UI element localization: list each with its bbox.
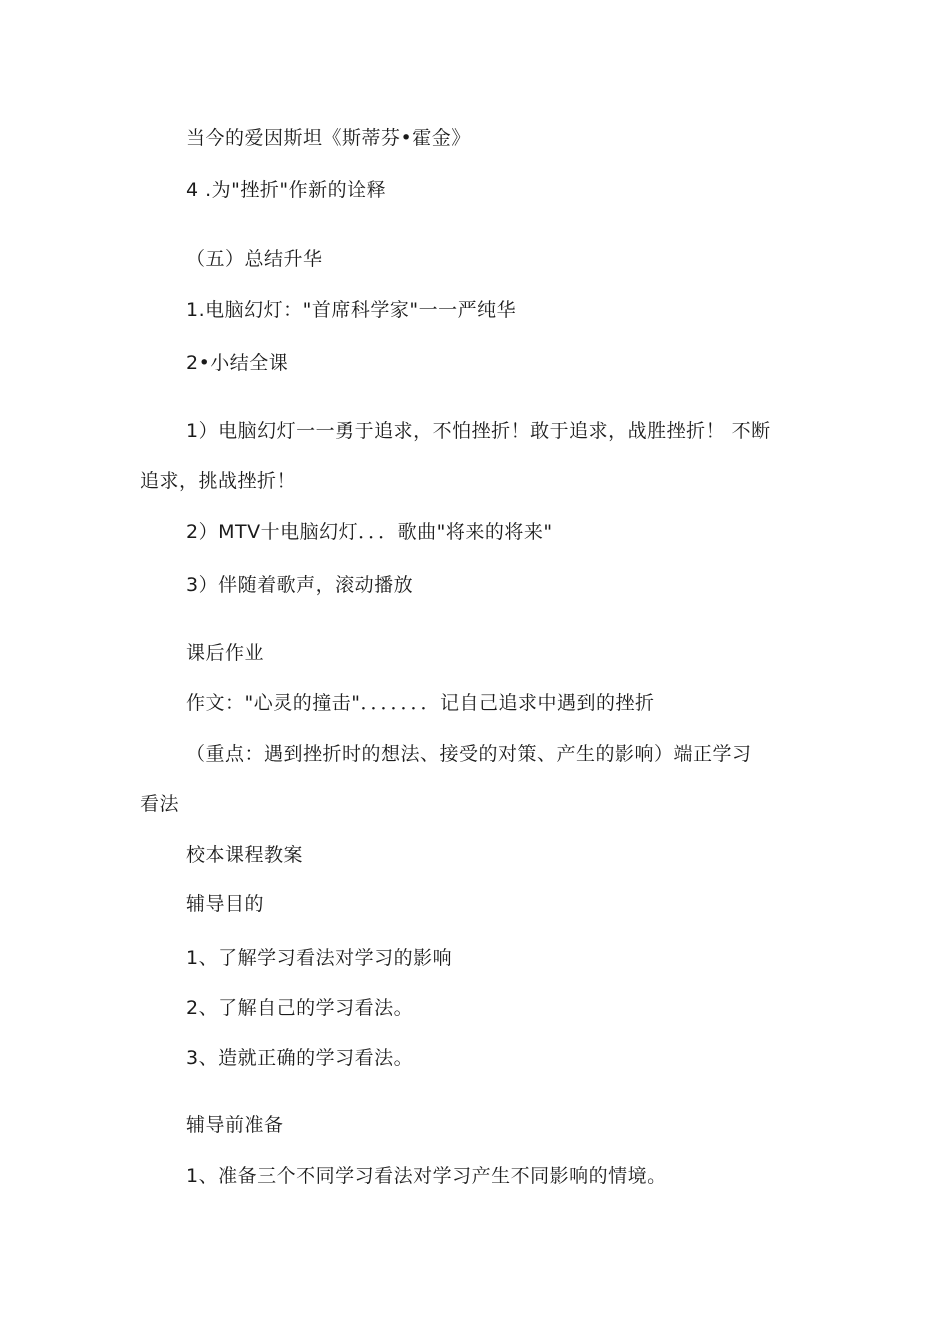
text-line-scroll-play: 3）伴随着歌声，滚动播放	[186, 574, 414, 596]
text-line-focus-cont: 看法	[140, 793, 180, 815]
section-heading-purpose: 辅导目的	[186, 893, 265, 915]
section-heading-lesson-plan: 校本课程教案	[186, 844, 304, 866]
list-item-preparation-1: 1、准备三个不同学习看法对学习产生不同影响的情境。	[186, 1165, 667, 1187]
list-item-purpose-3: 3、造就正确的学习看法。	[186, 1047, 414, 1069]
text-line-focus: （重点：遇到挫折时的想法、接受的对策、产生的影响）端正学习	[186, 743, 752, 765]
section-heading-preparation: 辅导前准备	[186, 1114, 284, 1136]
list-item-purpose-1: 1、了解学习看法对学习的影响	[186, 947, 453, 969]
text-line-hawking: 当今的爱因斯坦《斯蒂芬•霍金》	[186, 127, 471, 149]
text-line-pursuit-1: 1）电脑幻灯一一勇于追求，不怕挫折！敢于追求，战胜挫折！ 不断	[186, 420, 771, 442]
text-line-pursuit-1-cont: 追求，挑战挫折！	[140, 470, 297, 492]
text-line-mtv-song: 2）MTV十电脑幻灯．．．歌曲"将来的将来"	[186, 521, 553, 543]
text-line-essay: 作文："心灵的撞击"．．．．．．．记自己追求中遇到的挫折	[186, 692, 655, 714]
text-line-slide-scientist: 1.电脑幻灯："首席科学家"一一严纯华	[186, 299, 517, 321]
text-line-frustration-reinterpret: 4 .为"挫折"作新的诠释	[186, 179, 387, 201]
section-heading-homework: 课后作业	[186, 642, 265, 664]
list-item-purpose-2: 2、了解自己的学习看法。	[186, 997, 414, 1019]
section-heading-summary: （五）总结升华	[186, 248, 323, 270]
text-line-lesson-summary: 2•小结全课	[186, 352, 289, 374]
